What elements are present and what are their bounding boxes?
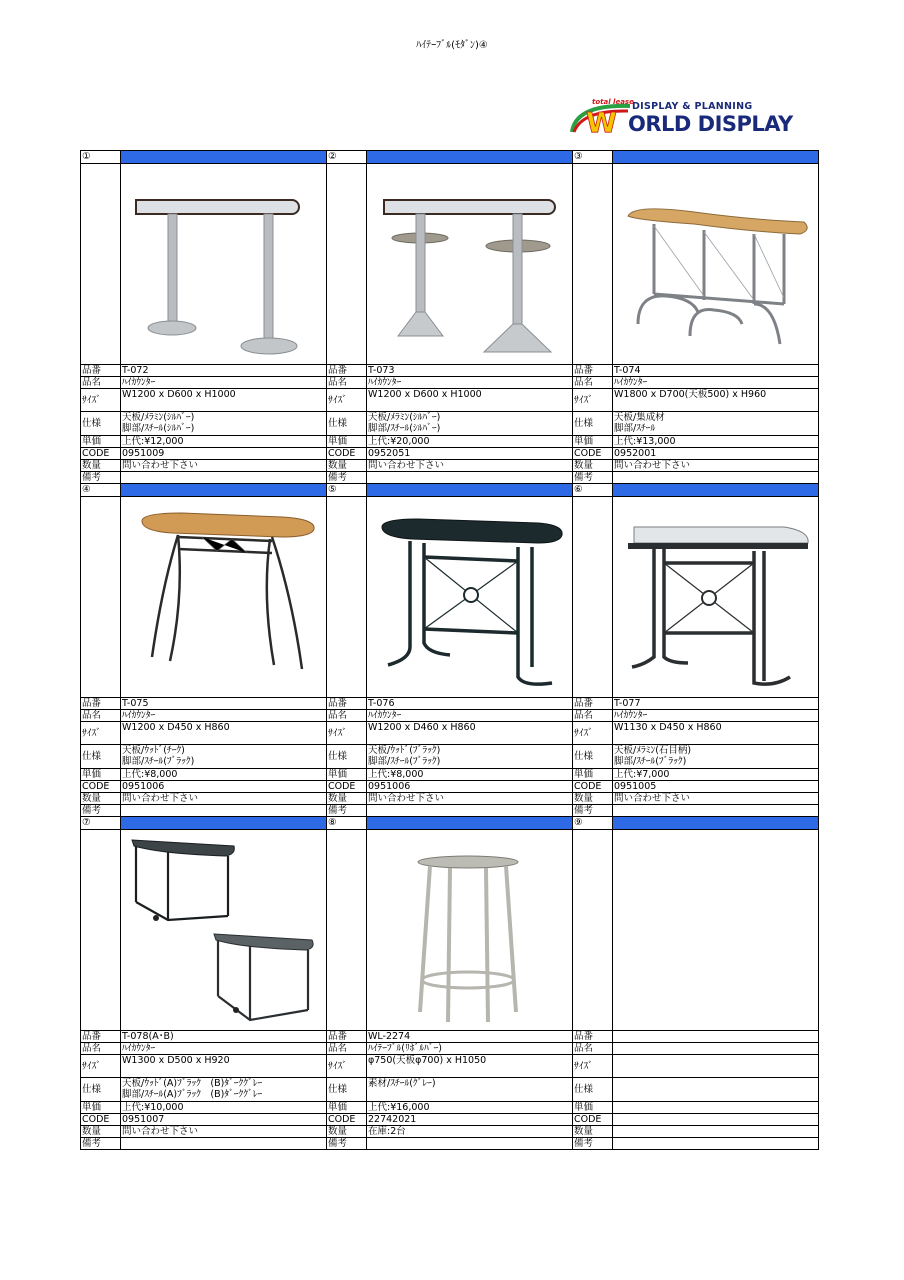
label-size: ｻｲｽﾞ — [81, 389, 121, 412]
label-quantity: 数量 — [573, 460, 613, 472]
label-item-name: 品名 — [81, 710, 121, 722]
label-item-number: 品番 — [573, 365, 613, 377]
label-item-name: 品名 — [573, 377, 613, 389]
label-spec: 仕様 — [327, 412, 367, 436]
item-spec — [121, 1078, 327, 1102]
item-size: W1200 x D460 x H860 — [367, 722, 573, 745]
item-spec-top: 素材/ｽﾁｰﾙ(ｸﾞﾚｰ) — [368, 1078, 436, 1089]
label-item-number: 品番 — [327, 1031, 367, 1043]
item-name: ﾊｲｶｳﾝﾀｰ — [367, 710, 573, 722]
item-size: W1200 x D600 x H1000 — [367, 389, 573, 412]
label-size: ｻｲｽﾞ — [327, 722, 367, 745]
label-item-number: 品番 — [81, 698, 121, 710]
product-number-cell: ⑧ — [327, 817, 367, 830]
label-code: CODE — [573, 448, 613, 460]
label-quantity: 数量 — [327, 460, 367, 472]
item-spec — [613, 412, 819, 436]
item-code: 0951006 — [367, 781, 573, 793]
round-end-table-icon — [122, 164, 325, 364]
item-spec-top: 天板/ﾒﾗﾐﾝ(石目柄) — [614, 745, 692, 756]
item-number: T-074 — [613, 365, 819, 377]
label-quantity: 数量 — [573, 1126, 613, 1138]
label-item-number: 品番 — [81, 365, 121, 377]
label-item-name: 品名 — [81, 1043, 121, 1055]
item-quantity: 問い合わせ下さい — [121, 460, 327, 472]
item-number: T-075 — [121, 698, 327, 710]
item-spec-legs: 脚部/ｽﾁｰﾙ(ﾌﾞﾗｯｸ) — [368, 756, 441, 767]
label-quantity: 数量 — [327, 1126, 367, 1138]
label-code: CODE — [81, 781, 121, 793]
item-spec-top: 天板/ｳｯﾄﾞ(A)ﾌﾞﾗｯｸ (B)ﾀﾞｰｸｸﾞﾚｰ — [122, 1078, 263, 1089]
item-spec-legs: 脚部/ｽﾁｰﾙ(A)ﾌﾞﾗｯｸ (B)ﾀﾞｰｸｸﾞﾚｰ — [122, 1089, 263, 1100]
label-size: ｻｲｽﾞ — [573, 722, 613, 745]
product-image-cell — [367, 497, 573, 698]
item-spec-legs: 脚部/ｽﾁｰﾙ(ｼﾙﾊﾞｰ) — [122, 423, 195, 434]
product-image-cell — [121, 497, 327, 698]
item-number: T-078(A･B) — [121, 1031, 327, 1043]
label-spec: 仕様 — [81, 1078, 121, 1102]
item-note — [121, 472, 327, 484]
product-image-cell — [613, 830, 819, 1031]
item-size: W1130 x D450 x H860 — [613, 722, 819, 745]
item-price: 上代:¥8,000 — [367, 769, 573, 781]
item-spec-legs: 脚部/ｽﾁｰﾙ — [614, 423, 656, 434]
label-code: CODE — [573, 1114, 613, 1126]
item-quantity: 在庫:2台 — [367, 1126, 573, 1138]
item-note — [367, 1138, 573, 1150]
item-price: 上代:¥13,000 — [613, 436, 819, 448]
world-display-logo — [570, 98, 805, 138]
product-image-cell — [121, 164, 327, 365]
product-image-cell — [367, 164, 573, 365]
item-code: 0951007 — [121, 1114, 327, 1126]
label-spec: 仕様 — [81, 412, 121, 436]
product-image-cell — [613, 164, 819, 365]
item-size — [613, 1055, 819, 1078]
label-item-name: 品名 — [327, 377, 367, 389]
logo-sub-text: DISPLAY & PLANNING — [632, 101, 753, 112]
item-spec — [613, 1078, 819, 1102]
label-size: ｻｲｽﾞ — [81, 1055, 121, 1078]
label-price: 単価 — [573, 1102, 613, 1114]
item-code: 0952001 — [613, 448, 819, 460]
label-note: 備考 — [327, 805, 367, 817]
black-oval-table-icon — [368, 497, 571, 697]
item-quantity: 問い合わせ下さい — [121, 1126, 327, 1138]
header-bar — [613, 484, 819, 497]
label-item-number: 品番 — [327, 365, 367, 377]
item-name: ﾊｲﾃｰﾌﾞﾙ(ﾘﾎﾞﾙﾊﾞｰ) — [367, 1043, 573, 1055]
item-spec-top: 天板/ﾒﾗﾐﾝ(ｼﾙﾊﾞｰ) — [368, 412, 441, 423]
round-high-table-icon — [368, 830, 571, 1030]
header-bar — [613, 817, 819, 830]
item-quantity: 問い合わせ下さい — [613, 793, 819, 805]
label-price: 単価 — [573, 436, 613, 448]
label-quantity: 数量 — [573, 793, 613, 805]
label-price: 単価 — [573, 769, 613, 781]
item-code — [613, 1114, 819, 1126]
product-number-cell: ⑨ — [573, 817, 613, 830]
product-number-cell: ⑦ — [81, 817, 121, 830]
item-name: ﾊｲｶｳﾝﾀｰ — [121, 710, 327, 722]
label-spec: 仕様 — [573, 1078, 613, 1102]
item-number: T-072 — [121, 365, 327, 377]
item-code: 0951005 — [613, 781, 819, 793]
label-code: CODE — [81, 448, 121, 460]
item-note — [121, 805, 327, 817]
item-size: W1800 x D700(天板500) x H960 — [613, 389, 819, 412]
item-note — [613, 472, 819, 484]
marble-table-icon — [614, 497, 817, 697]
label-note: 備考 — [81, 472, 121, 484]
label-price: 単価 — [327, 769, 367, 781]
item-spec-top: 天板/集成材 — [614, 412, 665, 423]
wood-oval-table-icon — [122, 497, 325, 697]
item-size: W1200 x D450 x H860 — [121, 722, 327, 745]
label-price: 単価 — [81, 436, 121, 448]
item-code: 0951009 — [121, 448, 327, 460]
item-quantity: 問い合わせ下さい — [121, 793, 327, 805]
item-note — [367, 805, 573, 817]
label-note: 備考 — [81, 1138, 121, 1150]
item-spec — [367, 1078, 573, 1102]
document-title: ﾊｲﾃｰﾌﾞﾙ(ﾓﾀﾞﾝ)④ — [416, 40, 488, 51]
label-size: ｻｲｽﾞ — [573, 389, 613, 412]
header-bar — [121, 817, 327, 830]
label-note: 備考 — [573, 805, 613, 817]
item-quantity: 問い合わせ下さい — [367, 793, 573, 805]
label-note: 備考 — [81, 805, 121, 817]
product-number-cell: ⑤ — [327, 484, 367, 497]
item-spec — [613, 745, 819, 769]
half-round-tables-icon — [122, 830, 325, 1030]
label-note: 備考 — [327, 1138, 367, 1150]
item-price: 上代:¥8,000 — [121, 769, 327, 781]
item-note — [121, 1138, 327, 1150]
header-bar — [121, 151, 327, 164]
label-code: CODE — [327, 448, 367, 460]
item-spec — [121, 412, 327, 436]
item-price: 上代:¥7,000 — [613, 769, 819, 781]
item-spec-legs: 脚部/ｽﾁｰﾙ(ﾌﾞﾗｯｸ) — [614, 756, 687, 767]
pedestal-table-icon — [368, 164, 571, 364]
item-number: T-077 — [613, 698, 819, 710]
label-note: 備考 — [573, 1138, 613, 1150]
item-spec — [367, 745, 573, 769]
item-code: 0952051 — [367, 448, 573, 460]
logo-w-letter: W — [586, 106, 617, 134]
label-code: CODE — [81, 1114, 121, 1126]
item-spec — [121, 745, 327, 769]
item-quantity — [613, 1126, 819, 1138]
label-item-number: 品番 — [573, 698, 613, 710]
label-spec: 仕様 — [81, 745, 121, 769]
label-quantity: 数量 — [81, 1126, 121, 1138]
product-number-cell: ③ — [573, 151, 613, 164]
product-image-cell — [367, 830, 573, 1031]
label-item-name: 品名 — [327, 1043, 367, 1055]
product-number-cell: ⑥ — [573, 484, 613, 497]
label-spec: 仕様 — [573, 745, 613, 769]
item-size: W1300 x D500 x H920 — [121, 1055, 327, 1078]
item-name: ﾊｲｶｳﾝﾀｰ — [367, 377, 573, 389]
item-note — [613, 805, 819, 817]
item-note — [613, 1138, 819, 1150]
item-name: ﾊｲｶｳﾝﾀｰ — [613, 710, 819, 722]
label-item-name: 品名 — [573, 1043, 613, 1055]
label-quantity: 数量 — [327, 793, 367, 805]
world-display-w-logo-icon — [570, 102, 632, 134]
item-number — [613, 1031, 819, 1043]
label-size: ｻｲｽﾞ — [327, 389, 367, 412]
label-item-number: 品番 — [81, 1031, 121, 1043]
label-code: CODE — [327, 1114, 367, 1126]
item-quantity: 問い合わせ下さい — [367, 460, 573, 472]
header-bar — [367, 151, 573, 164]
logo-small-text: total lease — [592, 98, 634, 106]
item-size: W1200 x D600 x H1000 — [121, 389, 327, 412]
label-price: 単価 — [327, 436, 367, 448]
item-spec-legs: 脚部/ｽﾁｰﾙ(ﾌﾞﾗｯｸ) — [122, 756, 195, 767]
label-quantity: 数量 — [81, 460, 121, 472]
label-spec: 仕様 — [573, 412, 613, 436]
item-number: WL-2274 — [367, 1031, 573, 1043]
item-size: φ750(天板φ700) x H1050 — [367, 1055, 573, 1078]
product-number-cell: ② — [327, 151, 367, 164]
label-quantity: 数量 — [81, 793, 121, 805]
header-bar — [121, 484, 327, 497]
label-item-number: 品番 — [573, 1031, 613, 1043]
product-number-cell: ① — [81, 151, 121, 164]
item-code: 0951006 — [121, 781, 327, 793]
item-price: 上代:¥20,000 — [367, 436, 573, 448]
header-bar — [367, 484, 573, 497]
label-spec: 仕様 — [327, 745, 367, 769]
label-price: 単価 — [81, 1102, 121, 1114]
label-item-number: 品番 — [327, 698, 367, 710]
label-size: ｻｲｽﾞ — [573, 1055, 613, 1078]
item-spec-top: 天板/ﾒﾗﾐﾝ(ｼﾙﾊﾞｰ) — [122, 412, 195, 423]
label-item-name: 品名 — [81, 377, 121, 389]
item-number: T-073 — [367, 365, 573, 377]
product-catalog-table — [80, 150, 819, 1150]
item-spec-top: 天板/ｳｯﾄﾞ(ﾁｰｸ) — [122, 745, 185, 756]
label-item-name: 品名 — [327, 710, 367, 722]
label-note: 備考 — [327, 472, 367, 484]
item-spec-top: 天板/ｳｯﾄﾞ(ﾌﾞﾗｯｸ) — [368, 745, 441, 756]
item-price: 上代:¥16,000 — [367, 1102, 573, 1114]
item-name: ﾊｲｶｳﾝﾀｰ — [121, 377, 327, 389]
label-code: CODE — [327, 781, 367, 793]
label-item-name: 品名 — [573, 710, 613, 722]
logo-main-text: ORLD DISPLAY — [628, 112, 793, 136]
item-name: ﾊｲｶｳﾝﾀｰ — [121, 1043, 327, 1055]
product-number-cell: ④ — [81, 484, 121, 497]
label-size: ｻｲｽﾞ — [327, 1055, 367, 1078]
item-quantity: 問い合わせ下さい — [613, 460, 819, 472]
item-note — [367, 472, 573, 484]
item-spec-legs: 脚部/ｽﾁｰﾙ(ｼﾙﾊﾞｰ) — [368, 423, 441, 434]
item-name — [613, 1043, 819, 1055]
item-price: 上代:¥12,000 — [121, 436, 327, 448]
item-number: T-076 — [367, 698, 573, 710]
item-spec — [367, 412, 573, 436]
header-bar — [613, 151, 819, 164]
label-spec: 仕様 — [327, 1078, 367, 1102]
product-image-cell — [121, 830, 327, 1031]
item-price — [613, 1102, 819, 1114]
product-image-cell — [613, 497, 819, 698]
label-price: 単価 — [327, 1102, 367, 1114]
curved-counter-icon — [614, 164, 817, 364]
item-price: 上代:¥10,000 — [121, 1102, 327, 1114]
header-bar — [367, 817, 573, 830]
label-price: 単価 — [81, 769, 121, 781]
label-size: ｻｲｽﾞ — [81, 722, 121, 745]
label-code: CODE — [573, 781, 613, 793]
label-note: 備考 — [573, 472, 613, 484]
item-name: ﾊｲｶｳﾝﾀｰ — [613, 377, 819, 389]
item-code: 22742021 — [367, 1114, 573, 1126]
